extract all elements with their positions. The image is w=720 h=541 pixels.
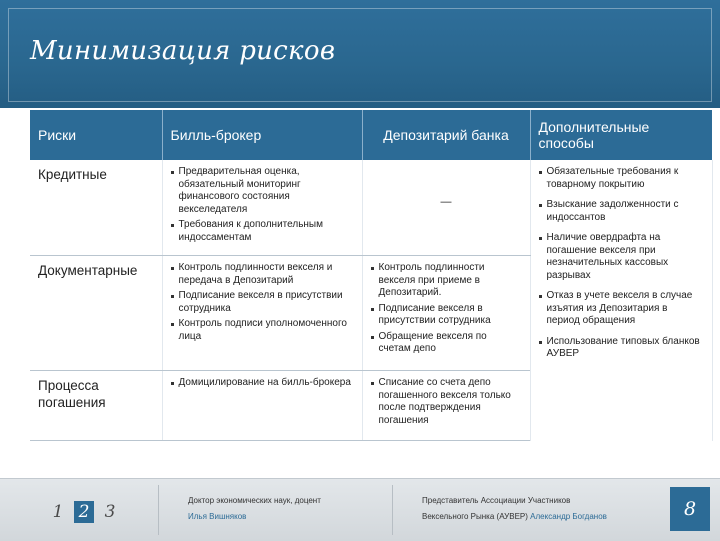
representative-line1: Представитель Ассоциации Участников xyxy=(422,496,571,505)
cell-broker-documentary xyxy=(162,256,362,371)
list-item: Обращение векселя по счетам депо xyxy=(371,331,522,356)
list-item: Подписание векселя в присутствии сотрудника xyxy=(171,290,354,315)
page-link-3[interactable]: 3 xyxy=(104,502,116,522)
page-link-1[interactable]: 1 xyxy=(52,502,64,522)
author-name: Илья Вишняков xyxy=(188,512,247,521)
slide-header xyxy=(0,0,720,108)
list-item: Использование типовых бланков АУВЕР xyxy=(539,336,704,361)
list-item: Списание со счета депо погашенного векселя только после подтверждения погашения xyxy=(371,377,522,427)
risk-table xyxy=(30,110,713,441)
list-item: Отказ в учете векселя в случае изъятия из Депозитария в период обращения xyxy=(539,290,704,328)
slide-footer xyxy=(0,478,720,541)
column-header-risks: Риски xyxy=(30,110,162,160)
author-title: Доктор экономических наук, доцент xyxy=(188,496,321,505)
footer-divider xyxy=(158,485,159,535)
row-label-repayment: Процесса погашения xyxy=(30,371,162,441)
cell-depositary-credit xyxy=(362,160,530,256)
list-item: Подписание векселя в присутствии сотрудника xyxy=(371,303,522,328)
representative-block xyxy=(422,493,607,525)
author-block xyxy=(188,493,321,525)
page-title: Минимизация рисков xyxy=(30,36,336,66)
empty-dash: — xyxy=(440,196,452,208)
list-item: Взыскание задолженности с индоссантов xyxy=(539,199,704,224)
cell-depositary-repayment xyxy=(362,371,530,441)
cell-extra-methods xyxy=(530,160,712,441)
column-header-depositary: Депозитарий банка xyxy=(362,110,530,160)
list-item: Требования к дополнительным индоссаментам xyxy=(171,219,354,244)
list-item: Контроль подлинности векселя и передача в Депозитарий xyxy=(171,262,354,287)
row-label-credit: Кредитные xyxy=(30,160,162,256)
list-item: Обязательные требования к товарному покрытию xyxy=(539,166,704,191)
list-item: Контроль подписи уполномоченного лица xyxy=(171,318,354,343)
cell-broker-repayment xyxy=(162,371,362,441)
table-row xyxy=(30,160,712,256)
table-header-row xyxy=(30,110,712,160)
representative-name: Александр Богданов xyxy=(530,512,607,521)
slide-number: 8 xyxy=(670,487,710,531)
column-header-extra: Дополнительные способы xyxy=(530,110,712,160)
representative-line2 xyxy=(422,509,607,525)
row-label-documentary: Документарные xyxy=(30,256,162,371)
list-item: Контроль подлинности векселя при приеме в Депозитарий. xyxy=(371,262,522,300)
footer-divider xyxy=(392,485,393,535)
cell-broker-credit xyxy=(162,160,362,256)
page-link-2[interactable]: 2 xyxy=(74,501,94,523)
list-item: Предварительная оценка, обязательный мониторинг финансового состояния векселедателя xyxy=(171,166,354,216)
representative-org: Вексельного Рынка (АУВЕР) xyxy=(422,512,528,521)
list-item: Домицилирование на билль-брокера xyxy=(171,377,354,390)
list-item: Наличие овердрафта на погашение векселя при незначительных кассовых разрывах xyxy=(539,232,704,282)
pager xyxy=(48,501,120,523)
cell-depositary-documentary xyxy=(362,256,530,371)
column-header-broker: Билль-брокер xyxy=(162,110,362,160)
